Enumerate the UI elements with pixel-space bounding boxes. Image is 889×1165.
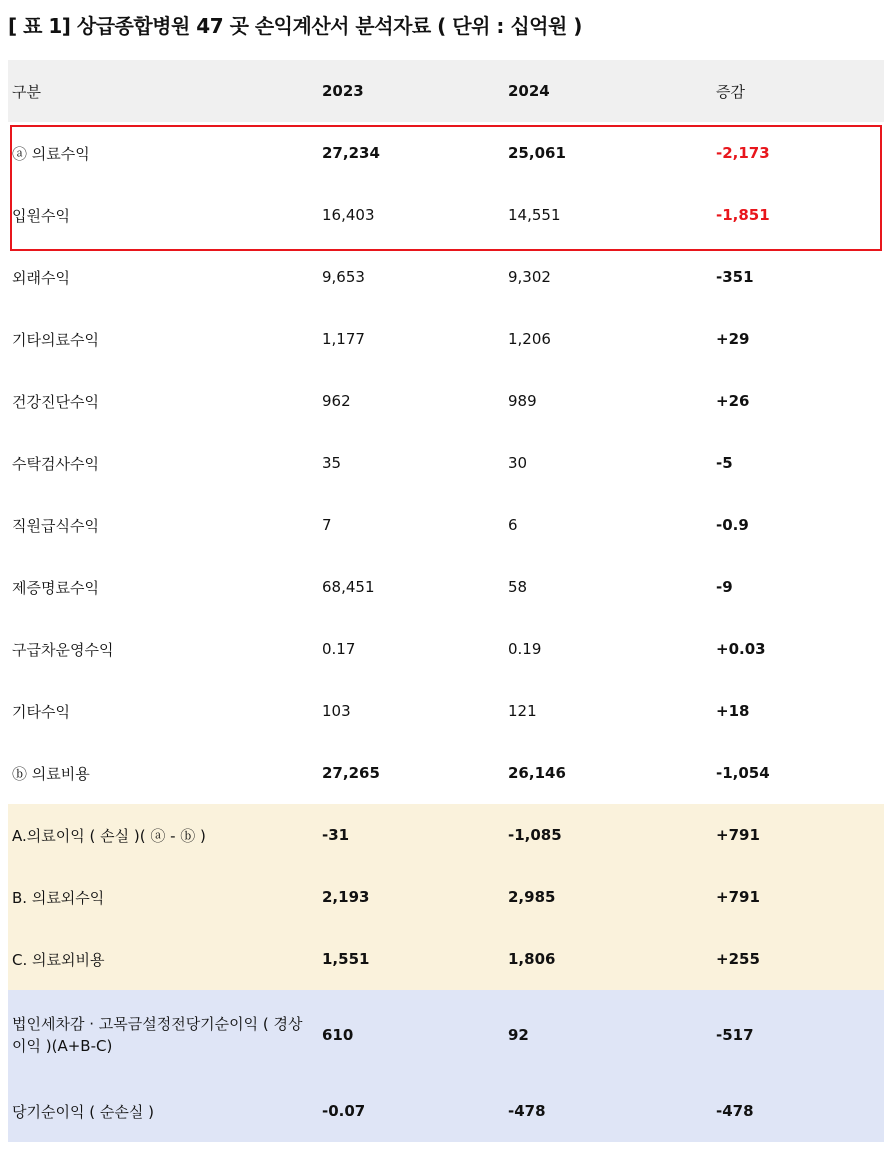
row-value-2024: 121 [508, 702, 537, 720]
row-value-2024: 25,061 [508, 144, 566, 162]
row-value-2024: 1,806 [508, 950, 556, 968]
row-value-2023: 2,193 [322, 888, 370, 906]
row-label: 외래수익 [12, 268, 70, 287]
row-value-2023: 610 [322, 1026, 354, 1044]
row-change: -1,054 [716, 764, 770, 782]
row-label: 입원수익 [12, 206, 70, 225]
row-change: +26 [716, 392, 750, 410]
row-label: ⓑ 의료비용 [12, 764, 90, 783]
row-label: 기타의료수익 [12, 330, 99, 349]
table-row [8, 866, 884, 928]
row-change: +255 [716, 950, 760, 968]
row-value-2023: 962 [322, 392, 351, 410]
row-value-2023: 1,551 [322, 950, 370, 968]
row-value-2024: 58 [508, 578, 528, 596]
row-value-2024: 9,302 [508, 268, 551, 286]
income-statement-table [8, 60, 884, 1142]
row-change: -517 [716, 1026, 754, 1044]
row-value-2023: 0.17 [322, 640, 356, 658]
table-row [8, 556, 884, 618]
row-value-2023: 7 [322, 516, 332, 534]
row-change: -0.9 [716, 516, 749, 534]
row-value-2024: 0.19 [508, 640, 542, 658]
table-row [8, 742, 884, 804]
row-change: +0.03 [716, 640, 766, 658]
row-value-2023: 68,451 [322, 578, 375, 596]
row-label: 직원급식수익 [12, 516, 99, 535]
row-value-2023: -31 [322, 826, 350, 844]
row-label: 기타수익 [12, 702, 70, 721]
row-value-2024: -478 [508, 1102, 546, 1120]
header-category: 구분 [12, 82, 41, 101]
row-change: +18 [716, 702, 750, 720]
row-change: -1,851 [716, 206, 770, 224]
table-row [8, 618, 884, 680]
row-value-2023: -0.07 [322, 1102, 366, 1120]
row-value-2024: 30 [508, 454, 528, 472]
row-change: -478 [716, 1102, 754, 1120]
row-value-2024: 989 [508, 392, 537, 410]
table-row [8, 370, 884, 432]
row-value-2023: 1,177 [322, 330, 365, 348]
table-row [8, 184, 884, 246]
header-2024: 2024 [508, 82, 550, 100]
row-value-2024: 2,985 [508, 888, 556, 906]
row-label: 수탁검사수익 [12, 454, 99, 473]
row-label: 제증명료수익 [12, 578, 99, 597]
row-value-2023: 9,653 [322, 268, 365, 286]
row-label: 법인세차감 · 고목금설정전당기순이익 ( 경상이익 )(A+B-C) [12, 1015, 303, 1055]
header-2023: 2023 [322, 82, 364, 100]
row-label: ⓐ 의료수익 [12, 144, 90, 163]
row-change: -351 [716, 268, 754, 286]
table-row [8, 308, 884, 370]
row-value-2024: 14,551 [508, 206, 561, 224]
table-row [8, 928, 884, 990]
row-value-2023: 16,403 [322, 206, 375, 224]
table-row [8, 804, 884, 866]
row-value-2024: 92 [508, 1026, 529, 1044]
row-change: -5 [716, 454, 733, 472]
row-value-2023: 103 [322, 702, 351, 720]
row-change: -9 [716, 578, 733, 596]
row-change: +791 [716, 888, 760, 906]
row-value-2023: 27,234 [322, 144, 380, 162]
row-label: 당기순이익 ( 순손실 ) [12, 1102, 154, 1121]
row-label: 건강진단수익 [12, 392, 99, 411]
table-row [8, 680, 884, 742]
row-value-2023: 27,265 [322, 764, 380, 782]
row-label: B. 의료외수익 [12, 888, 105, 907]
row-value-2024: 1,206 [508, 330, 551, 348]
table-row [8, 122, 884, 184]
table-row [8, 494, 884, 556]
row-label: 구급차운영수익 [12, 640, 114, 659]
row-value-2024: 26,146 [508, 764, 566, 782]
row-value-2023: 35 [322, 454, 342, 472]
table-row [8, 432, 884, 494]
table-row [8, 246, 884, 308]
table-header-row [8, 60, 884, 122]
row-label: A.의료이익 ( 손실 )( ⓐ - ⓑ ) [12, 826, 206, 845]
row-label: C. 의료외비용 [12, 950, 105, 969]
row-change: +791 [716, 826, 760, 844]
row-change: -2,173 [716, 144, 770, 162]
table-title: [ 표 1] 상급종합병원 47 곳 손익계산서 분석자료 ( 단위 : 십억원 ) [8, 14, 582, 38]
header-change: 증감 [716, 82, 745, 101]
row-change: +29 [716, 330, 750, 348]
row-value-2024: -1,085 [508, 826, 562, 844]
table-row [8, 1080, 884, 1142]
row-value-2024: 6 [508, 516, 518, 534]
table-row [8, 990, 884, 1080]
